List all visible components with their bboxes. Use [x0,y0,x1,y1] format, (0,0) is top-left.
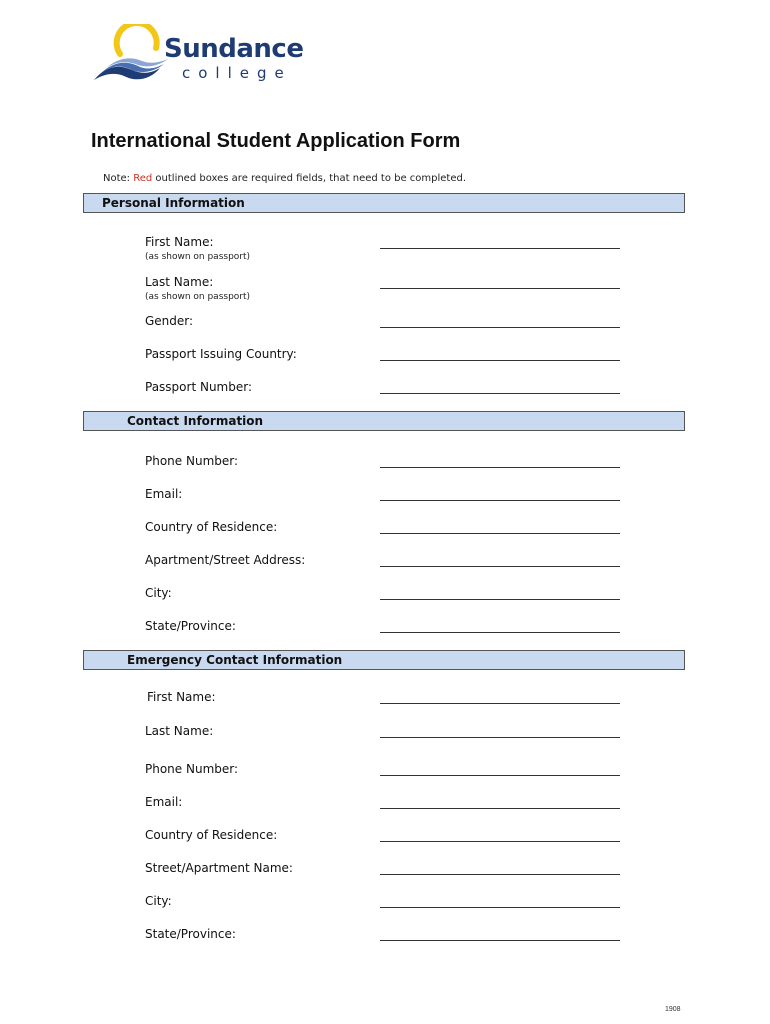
field-label-emergency-state: State/Province: [145,927,236,941]
field-label-street-address: Apartment/Street Address: [145,553,306,567]
field-label-passport-number: Passport Number: [145,380,253,394]
field-note-last-name: (as shown on passport) [145,292,251,302]
input-emergency-phone[interactable] [380,775,620,776]
note-suffix: outlined boxes are required fields, that need to be completed. [152,173,467,184]
input-emergency-first-name[interactable] [380,703,620,704]
form-title: International Student Application Form [91,130,461,152]
input-passport-number[interactable] [380,393,620,394]
section-title: Emergency Contact Information [127,653,343,667]
field-label-emergency-country: Country of Residence: [145,828,278,842]
logo-name: Sundance [164,34,304,64]
input-gender[interactable] [380,327,620,328]
input-street-address[interactable] [380,566,620,567]
field-label-first-name: First Name: [145,235,214,249]
input-emergency-country[interactable] [380,841,620,842]
required-fields-note [103,173,466,184]
input-emergency-city[interactable] [380,907,620,908]
field-label-phone: Phone Number: [145,454,239,468]
note-prefix: Note: [103,173,134,184]
field-label-last-name: Last Name: [145,275,214,289]
input-first-name[interactable] [380,248,620,249]
college-logo [92,24,304,86]
input-phone[interactable] [380,467,620,468]
section-contact-information [83,411,685,431]
sun-wave-logo-icon [92,24,172,86]
field-label-emergency-phone: Phone Number: [145,762,239,776]
field-label-email: Email: [145,487,183,501]
input-country-residence[interactable] [380,533,620,534]
page-number: 1908 [665,1006,681,1013]
field-label-emergency-city: City: [145,894,172,908]
input-city[interactable] [380,599,620,600]
input-emergency-last-name[interactable] [380,737,620,738]
field-label-country-residence: Country of Residence: [145,520,278,534]
section-emergency-contact [83,650,685,670]
input-emergency-state[interactable] [380,940,620,941]
field-note-first-name: (as shown on passport) [145,252,251,262]
logo-subtitle: college [182,64,292,82]
field-label-emergency-street: Street/Apartment Name: [145,861,293,875]
field-label-emergency-first-name: First Name: [147,690,216,704]
field-label-passport-country: Passport Issuing Country: [145,347,297,361]
section-title: Contact Information [127,414,264,428]
section-personal-information [83,193,685,213]
input-emergency-street[interactable] [380,874,620,875]
field-label-gender: Gender: [145,314,194,328]
input-emergency-email[interactable] [380,808,620,809]
field-label-city: City: [145,586,172,600]
field-label-emergency-email: Email: [145,795,183,809]
input-email[interactable] [380,500,620,501]
field-label-emergency-last-name: Last Name: [145,724,214,738]
input-passport-country[interactable] [380,360,620,361]
note-red-word: Red [133,173,153,184]
field-label-state: State/Province: [145,619,236,633]
section-title: Personal Information [102,196,245,210]
input-state[interactable] [380,632,620,633]
input-last-name[interactable] [380,288,620,289]
